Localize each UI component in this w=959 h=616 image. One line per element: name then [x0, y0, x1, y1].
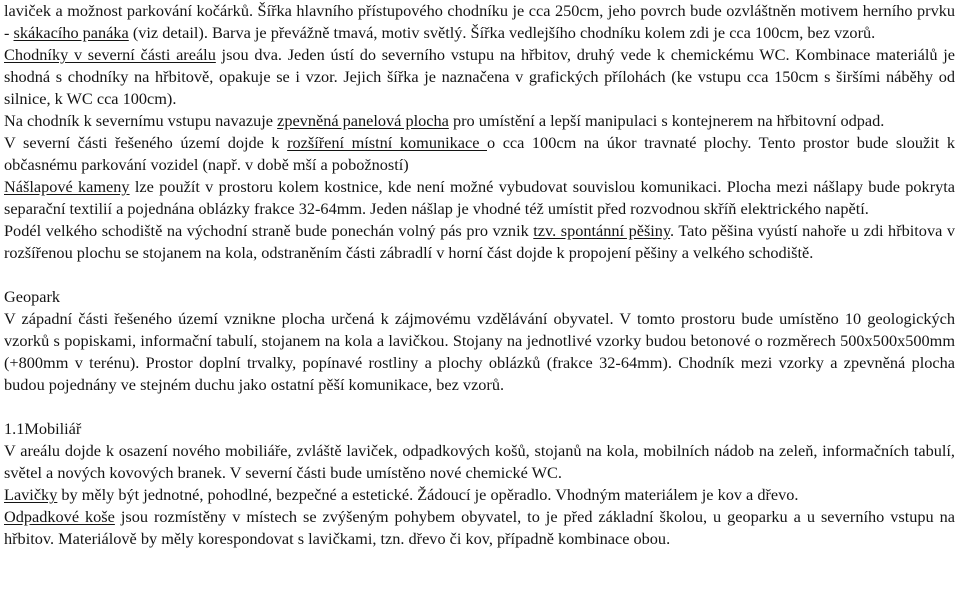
document-page: [4, 0, 955, 550]
geopark-heading: Geopark: [4, 287, 61, 306]
text-run: by měly být jednotné, pohodlné, bezpečné a estetické. Žádoucí je opěradlo. Vhodným materiálem je kov a dřevo.: [57, 485, 799, 504]
text-run: lze použít v prostoru kolem kostnice, kde není možné vybudovat souvislou komunikaci. Plocha mezi nášlapy bude pokryta separační textilií a pojednána oblázky frakce 32-64mm. Jeden nášlap je vhodné též umístit před rozvodnou skříň elektrického napětí.: [4, 177, 956, 218]
text-run: Podél velkého schodiště na východní straně bude ponechán volný pás pro vznik: [4, 221, 534, 240]
underlined-term: Odpadkové koše: [4, 507, 115, 526]
text-run: Na chodník k severnímu vstupu navazuje: [4, 111, 278, 130]
geopark-body: V západní části řešeného území vznikne plocha určená k zájmovému vzdělávání obyvatel. V tomto prostoru bude umístěno 10 geologických vzorků s popiskami, informační tabulí, stojanem na kola a lavičkou. Stojany na jednotlivé vzorky budou betonové o rozměrech 500x500x500mm (+800mm v terénu). Prostor doplní trvalky, popínavé rostliny a plochy oblázků (frakce 32-64mm). Chodník mezi vzorky a zpevněná plocha budou pojednány ve stejném duchu jako ostatní pěší komunikace, bez vzorů.: [4, 309, 955, 394]
mobiliar-body: V areálu dojde k osazení nového mobiliáře, zvláště laviček, odpadkových košů, stojanů na kola, mobilních nádob na zeleň, informačních tabulí, světel a nových kovových branek. V severní části bude umístěno nové chemické WC.: [4, 441, 955, 482]
paragraph-north-paths: [4, 44, 955, 110]
underlined-term: tzv. spontánní pěšiny: [533, 221, 671, 240]
mobiliar-heading: 1.1Mobiliář: [4, 419, 82, 438]
underlined-term: Nášlapové kameny: [4, 177, 130, 196]
paragraph-stepping-stones: [4, 176, 955, 220]
underlined-term: Chodníky v severní části areálu: [4, 45, 216, 64]
text-run: o cca 100cm na úkor travnaté plochy. Tento prostor bude sloužit k občasnému parkování vozidel (např. v době mší a pobožností): [4, 133, 955, 174]
text-run: . Tato pěšina vyústí nahoře u zdi hřbitova v rozšířenou plochu se stojanem na kola, odstraněním části zábradlí v horní část dojde k propojení pěšiny a velkého schodiště.: [4, 221, 955, 262]
text-run: jsou dva. Jeden ústí do severního vstupu na hřbitov, druhý vede k chemickému WC. Kombinace materiálů je shodná s chodníky na hřbitově, opakuje se i vzor. Jejich šířka je naznačena v grafických přílohách (ke vstupu cca 150cm s širšími náběhy od silnice, k WC cca 100cm).: [4, 45, 956, 108]
text-run: pro umístění a lepší manipulaci s kontejnerem na hřbitovní odpad.: [448, 111, 885, 130]
paragraph-spontaneous-path: [4, 220, 955, 264]
underlined-term: zpevněná panelová plocha: [277, 111, 449, 130]
underlined-term: Lavičky: [4, 485, 58, 504]
paragraph-panel-surface: [4, 110, 955, 132]
paragraph-bins: [4, 506, 955, 550]
text-run: (viz detail). Barva je převážně tmavá, motiv světlý. Šířka vedlejšího chodníku kolem zdi je cca 100cm, bez vzorů.: [128, 23, 876, 42]
text-run: jsou rozmístěny v místech se zvýšeným pohybem obyvatel, to je před základní školou, u geoparku a u severního vstupu na hřbitov. Materiálově by měly korespondovat s lavičkami, tzn. dřevo či kov, případně kombinace obou.: [4, 507, 955, 548]
underlined-term: rozšíření místní komunikace: [287, 133, 487, 152]
text-run: V severní části řešeného území dojde k: [4, 133, 288, 152]
spacer: [4, 264, 955, 286]
underlined-term: skákacího panáka: [13, 23, 129, 42]
spacer: [4, 396, 955, 418]
paragraph-main-path: [4, 0, 955, 44]
paragraph-road-widening: [4, 132, 955, 176]
text-run: laviček a možnost parkování kočárků. Šířka hlavního přístupového chodníku je cca 250cm, jeho povrch bude ozvláštněn motivem herního prvku -: [4, 1, 955, 42]
paragraph-benches: [4, 484, 955, 506]
